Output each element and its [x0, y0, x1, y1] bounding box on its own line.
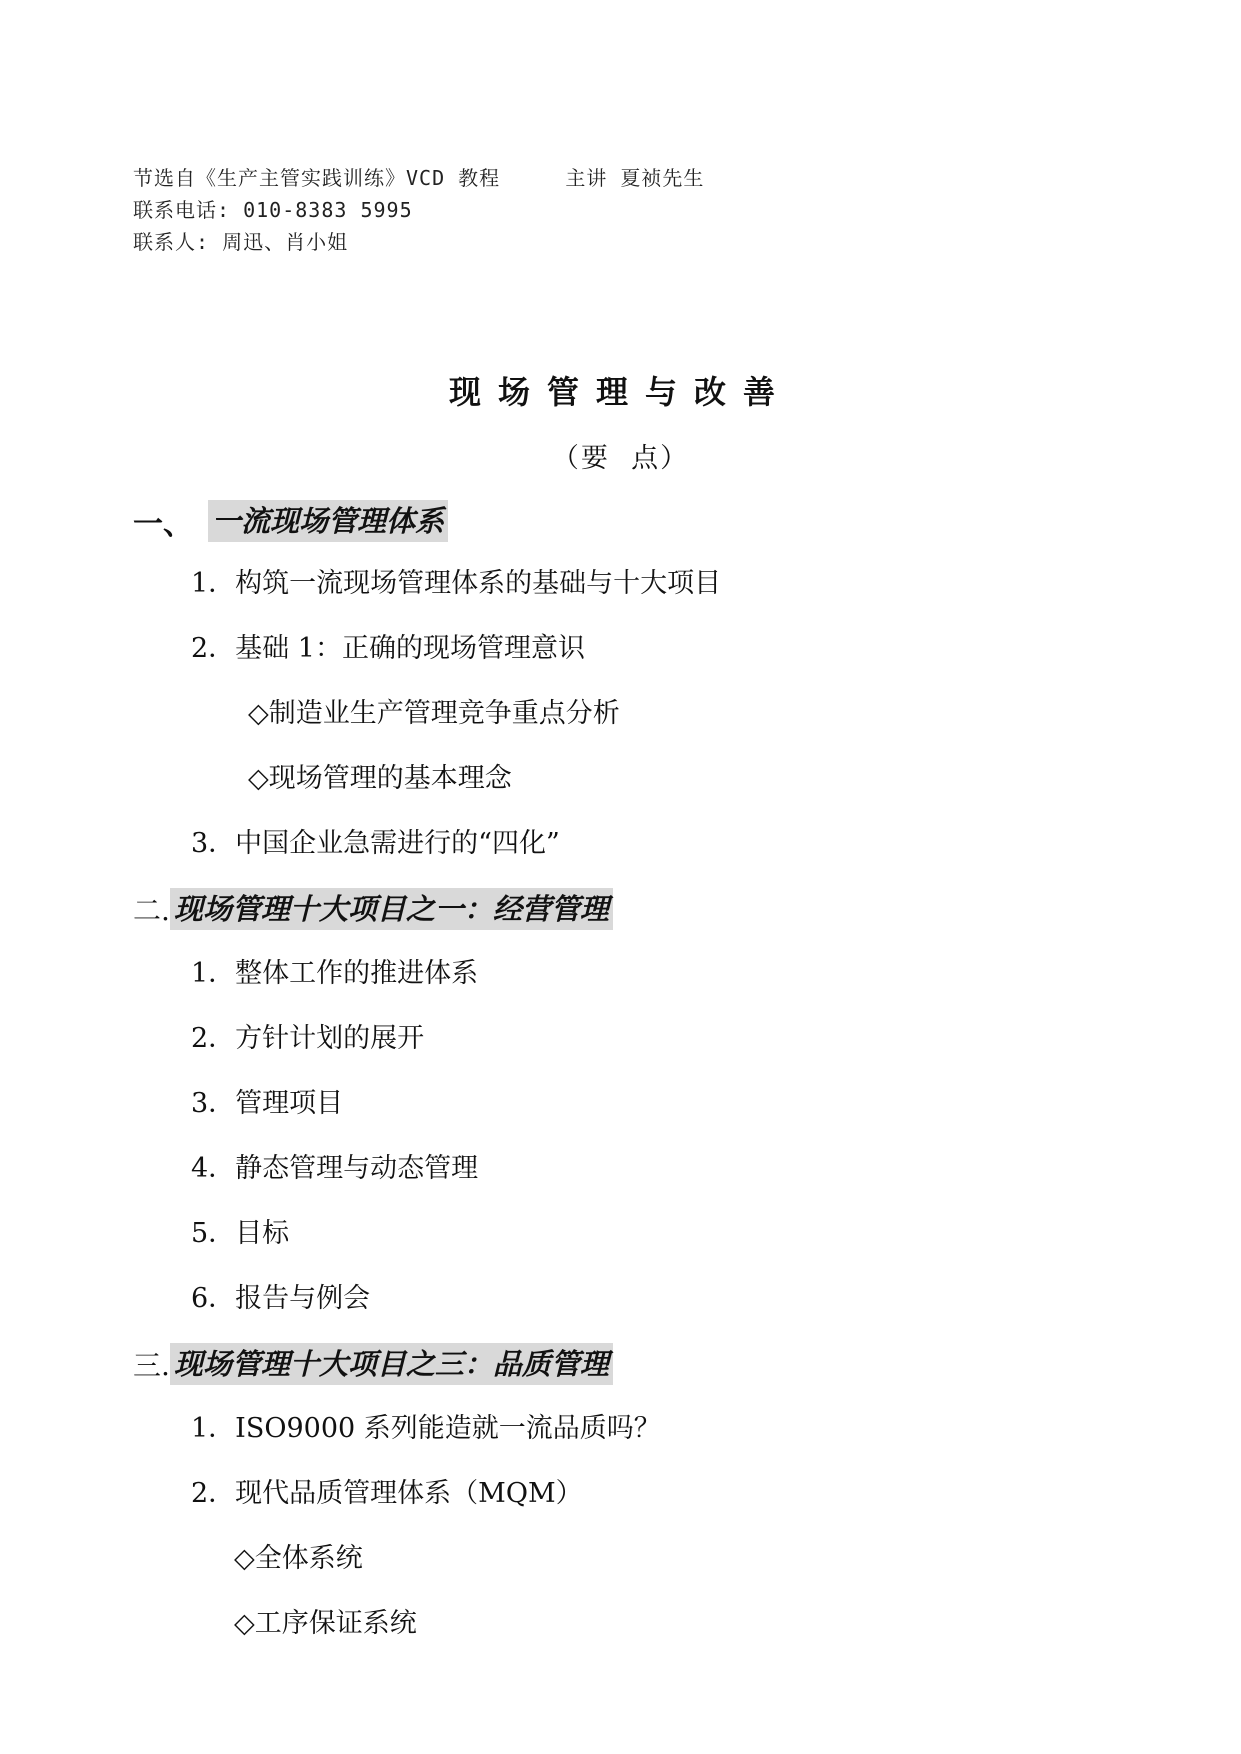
- list-item: 6．报告与例会: [191, 1283, 371, 1314]
- section-number: 二.: [133, 894, 170, 927]
- list-item: 1．整体工作的推进体系: [191, 958, 479, 989]
- section-heading-1: [133, 500, 448, 542]
- section-title: 现场管理十大项目之三：品质管理: [170, 1343, 613, 1385]
- list-item: 2．现代品质管理体系（MQM）: [191, 1478, 583, 1509]
- header-contact-line: 联系人: 周迅、肖小姐: [133, 230, 349, 254]
- sub-list-item: ◇制造业生产管理竞争重点分析: [248, 698, 620, 729]
- sub-list-item: ◇全体系统: [234, 1543, 363, 1574]
- header-source-line: 节选自《生产主管实践训练》VCD 教程 主讲 夏祯先生: [133, 166, 705, 190]
- document-title: 现场管理与改善: [448, 373, 792, 411]
- document-subtitle: （要 点）: [551, 443, 690, 474]
- list-item: 1．ISO9000 系列能造就一流品质吗？: [191, 1413, 661, 1444]
- list-item: 5．目标: [191, 1218, 290, 1249]
- list-item: 2．方针计划的展开: [191, 1023, 425, 1054]
- section-title: 一流现场管理体系: [208, 500, 448, 542]
- list-item: 3．中国企业急需进行的“四化”: [191, 828, 560, 859]
- section-number: 一、: [133, 507, 193, 542]
- list-item: 2．基础 1：正确的现场管理意识: [191, 633, 585, 664]
- section-number: 三.: [133, 1349, 170, 1382]
- list-item: 1．构筑一流现场管理体系的基础与十大项目: [191, 568, 722, 599]
- header-phone-line: 联系电话: 010-8383 5995: [133, 198, 413, 222]
- list-item: 3．管理项目: [191, 1088, 344, 1119]
- sub-list-item: ◇工序保证系统: [234, 1608, 417, 1639]
- section-heading-2: [133, 888, 613, 930]
- sub-list-item: ◇现场管理的基本理念: [248, 763, 512, 794]
- list-item: 4．静态管理与动态管理: [191, 1153, 479, 1184]
- section-title: 现场管理十大项目之一：经营管理: [170, 888, 613, 930]
- section-heading-3: [133, 1343, 613, 1385]
